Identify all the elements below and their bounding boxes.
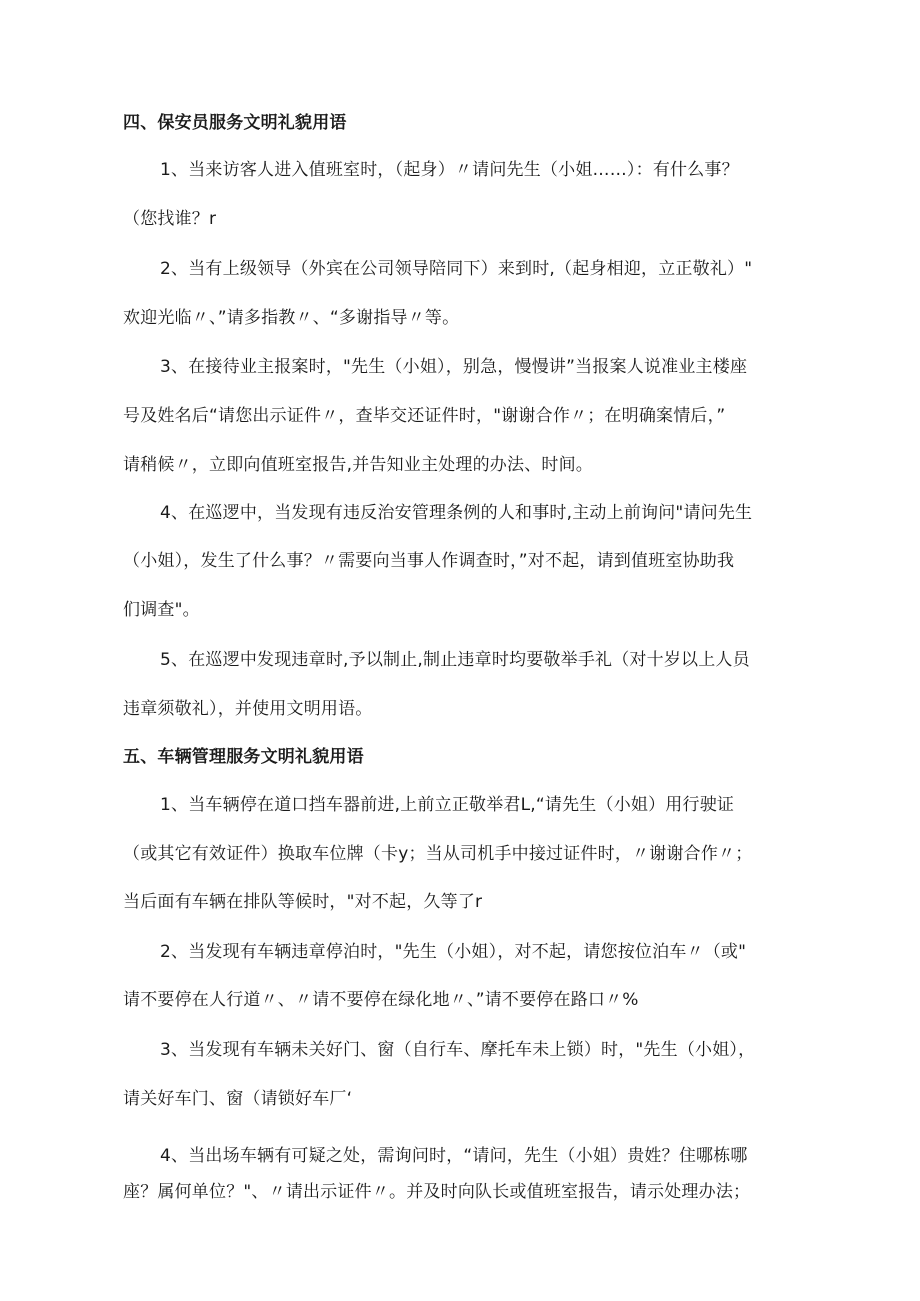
paragraph-line: 5、在巡逻中发现违章时,予以制止,制止违章时均要敬举手礼（对十岁以上人员 [160,650,750,670]
paragraph-line: 1、当来访客人进入值班室时，（起身）〃请问先生（小姐……）：有什么事？ [160,160,739,180]
paragraph-line: 请稍候〃，立即向值班室报告,并告知业主处理的办法、时间。 [123,455,594,475]
paragraph-line: 违章须敬礼），并使用文明用语。 [123,699,373,719]
paragraph-line: 请关好车门、窗（请锁好车厂‘ [123,1089,353,1109]
paragraph-line: 3、在接待业主报案时，"先生（小姐），别急，慢慢讲”当报案人说准业主楼座 [160,357,748,377]
paragraph-line: 座？属何单位？"、〃请出示证件〃。并及时向队长或值班室报告，请示处理办法； [123,1182,751,1202]
paragraph-line: 请不要停在人行道〃、〃请不要停在绿化地〃、”请不要停在路口〃% [123,990,639,1010]
section-5-heading: 五、车辆管理服务文明礼貌用语 [123,747,364,767]
paragraph-line: 当后面有车辆在排队等候时，"对不起，久等了r [123,892,483,912]
paragraph-line: 4、在巡逻中，当发现有违反治安管理条例的人和事时,主动上前询问"请问先生 [160,503,753,523]
paragraph-line: 欢迎光临〃、”请多指教〃、“多谢指导〃等。 [123,308,460,328]
paragraph-line: 4、当出场车辆有可疑之处，需询问时，“请问，先生（小姐）贵姓？住哪栋哪 [160,1146,748,1166]
paragraph-line: 2、当发现有车辆违章停泊时，"先生（小姐），对不起，请您按位泊车〃（或" [160,942,747,962]
paragraph-line: 2、当有上级领导（外宾在公司领导陪同下）来到时,（起身相迎，立正敬礼）" [160,259,753,279]
paragraph-line: 们调查"。 [123,600,200,620]
paragraph-line: 3、当发现有车辆未关好门、窗（自行车、摩托车未上锁）时，"先生（小姐）， [160,1040,756,1060]
paragraph-line: 1、当车辆停在道口挡车器前进,上前立正敬举君L,“请先生（小姐）用行驶证 [160,795,735,815]
paragraph-line: （小姐），发生了什么事？〃需要向当事人作调查时，”对不起，请到值班室协助我 [123,551,735,571]
paragraph-line: （或其它有效证件）换取车位牌（卡y；当从司机手中接过证件时，〃谢谢合作〃； [123,844,753,864]
paragraph-line: 号及姓名后“请您出示证件〃，查毕交还证件时，"谢谢合作〃；在明确案情后，” [123,406,726,426]
paragraph-line: （您找谁？r [123,209,217,229]
section-4-heading: 四、保安员服务文明礼貌用语 [123,113,347,133]
